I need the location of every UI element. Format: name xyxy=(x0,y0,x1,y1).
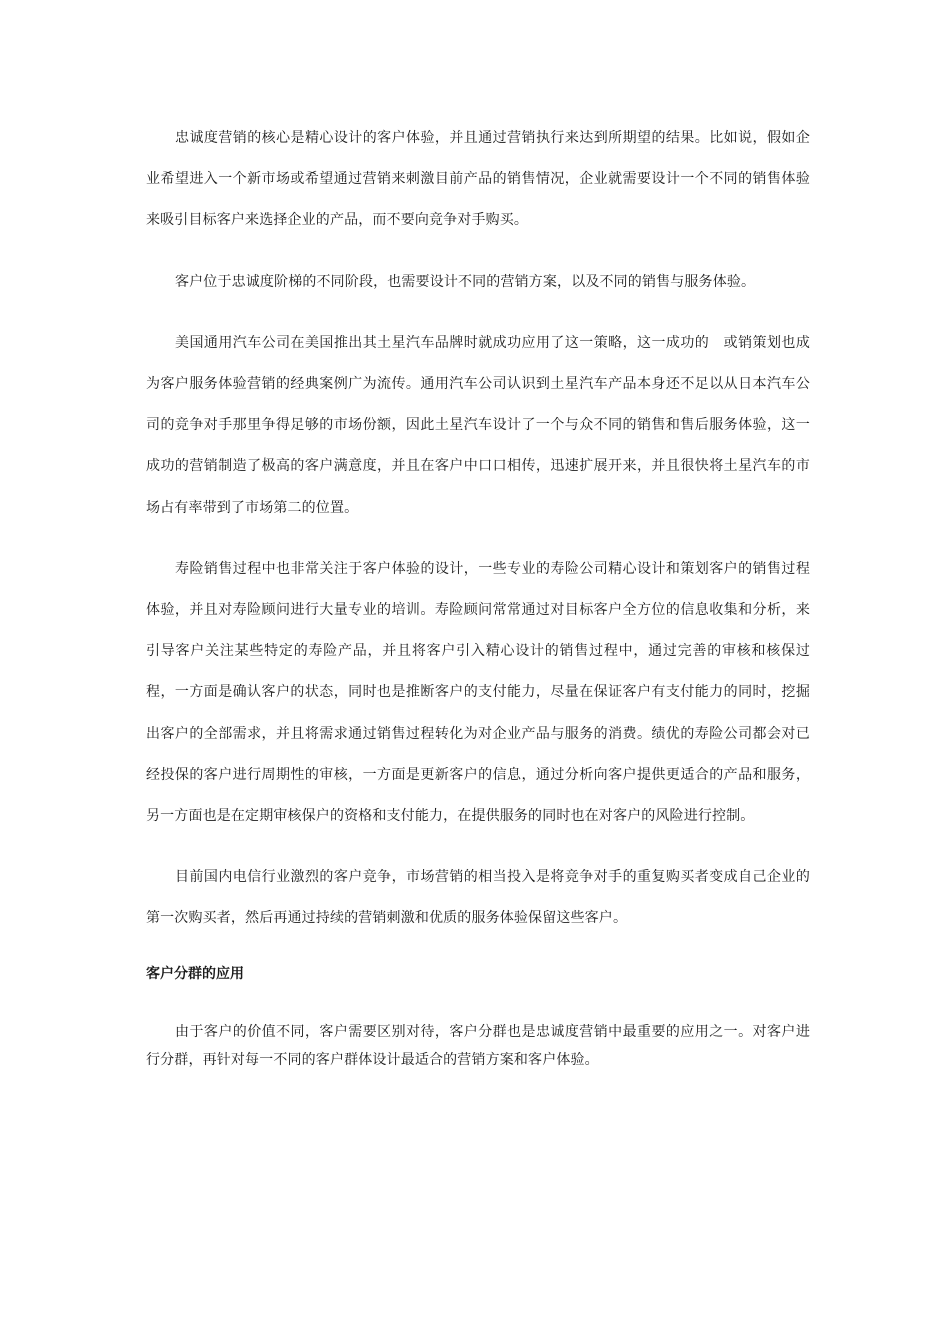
paragraph-loyalty-core: 忠诚度营销的核心是精心设计的客户体验，并且通过营销执行来达到所期望的结果。比如说，假如企业希望进入一个新市场或希望通过营销来刺激目前产品的销售情况，企业就需要设计一个不同的销售体验来吸引目标客户来选择企业的产品，而不要向竞争对手购买。 xyxy=(146,130,810,229)
document-body xyxy=(146,118,810,1074)
paragraph-segmentation: 由于客户的价值不同，客户需要区别对待，客户分群也是忠诚度营销中最重要的应用之一。对客户进行分群，再针对每一不同的客户群体设计最适合的营销方案和客户体验。 xyxy=(146,1023,810,1068)
paragraph-telecom: 目前国内电信行业激烈的客户竞争，市场营销的相当投入是将竞争对手的重复购买者变成自己企业的第一次购买者，然后再通过持续的营销刺激和优质的服务体验保留这些客户。 xyxy=(146,869,810,927)
paragraph-life-insurance: 寿险销售过程中也非常关注于客户体验的设计，一些专业的寿险公司精心设计和策划客户的销售过程体验，并且对寿险顾问进行大量专业的培训。寿险顾问常常通过对目标客户全方位的信息收集和分析，来引导客户关注某些特定的寿险产品，并且将客户引入精心设计的销售过程中，通过完善的审核和核保过程，一方面是确认客户的状态，同时也是推断客户的支付能力，尽量在保证客户有支付能力的同时，挖掘出客户的全部需求，并且将需求通过销售过程转化为对企业产品与服务的消费。绩优的寿险公司都会对已经投保的客户进行周期性的审核，一方面是更新客户的信息，通过分析向客户提供更适合的产品和服务，另一方面也是在定期审核保户的资格和支付能力，在提供服务的同时也在对客户的风险进行控制。 xyxy=(146,560,810,825)
section-heading: 客户分群的应用 xyxy=(146,965,244,982)
paragraph-loyalty-ladder: 客户位于忠诚度阶梯的不同阶段，也需要设计不同的营销方案，以及不同的销售与服务体验。 xyxy=(175,273,756,290)
paragraph-saturn-case: 美国通用汽车公司在美国推出其土星汽车品牌时就成功应用了这一策略，这一成功的 或销策划也成为客户服务体验营销的经典案例广为流传。通用汽车公司认识到土星汽车产品本身还不足以从日本汽车公司的竞争对手那里争得足够的市场份额，因此土星汽车设计了一个与众不同的销售和售后服务体验，这一成功的营销制造了极高的客户满意度，并且在客户中口口相传，迅速扩展开来，并且很快将土星汽车的市场占有率带到了市场第二的位置。 xyxy=(146,334,810,516)
